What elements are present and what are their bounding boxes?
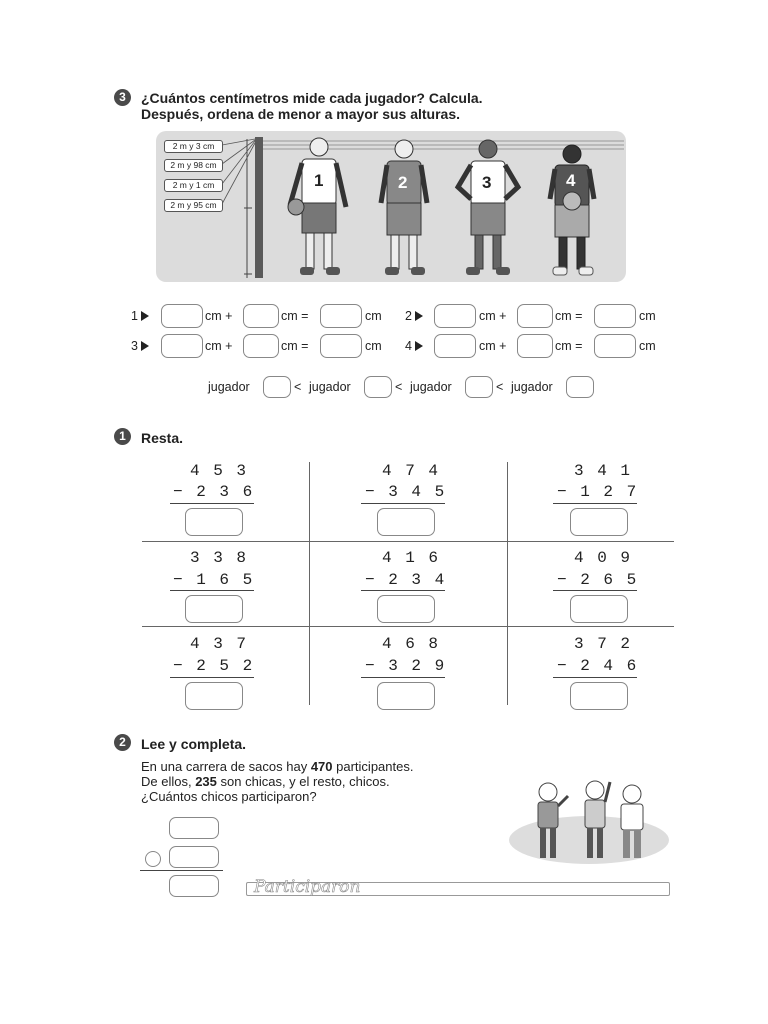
row-1-box-3[interactable] — [320, 304, 362, 328]
grid-divider-v2 — [507, 462, 508, 705]
problem-5-minuend: 4 1 6 — [382, 549, 441, 567]
row-4-label: 4 — [405, 338, 423, 354]
problem-6-line — [553, 590, 637, 591]
player-2-number: 2 — [398, 173, 408, 192]
problem-4-answer-box[interactable] — [185, 595, 243, 623]
row-1-unit-2: cm = — [281, 309, 309, 323]
row-1-label: 1 — [131, 308, 149, 324]
problem-5-line — [361, 590, 445, 591]
row-4-unit-2: cm = — [555, 339, 583, 353]
exercise-2-title: Lee y completa. — [141, 736, 247, 752]
row-3-unit-2: cm = — [281, 339, 309, 353]
exercise-3-title-line1: ¿Cuántos centímetros mide cada jugador? Calcula. — [141, 90, 483, 106]
row-4-unit-1: cm + — [479, 339, 507, 353]
children-illustration — [508, 776, 670, 866]
problem-9-minuend: 3 7 2 — [574, 635, 633, 653]
problem-1-answer-box[interactable] — [185, 508, 243, 536]
row-4-box-2[interactable] — [517, 334, 553, 358]
height-tag-2: 2 m y 98 cm — [164, 159, 223, 172]
problem-4-subtrahend: − 1 6 5 — [173, 571, 255, 589]
problem-3-minuend: 3 4 1 — [574, 462, 633, 480]
problem-9-subtrahend: − 2 4 6 — [557, 657, 639, 675]
row-3-box-3[interactable] — [320, 334, 362, 358]
row-1-unit-1: cm + — [205, 309, 233, 323]
problem-2-answer-box[interactable] — [377, 508, 435, 536]
order-box-4[interactable] — [566, 376, 594, 398]
order-sign-1: < — [294, 380, 302, 394]
statement-line-1: En una carrera de sacos hay 470 participantes. — [141, 759, 414, 774]
order-box-3[interactable] — [465, 376, 493, 398]
order-word-3: jugador — [410, 380, 452, 394]
answer-hint-text: Participaron — [254, 877, 361, 897]
problem-6-minuend: 4 0 9 — [574, 549, 633, 567]
row-2-unit-2: cm = — [555, 309, 583, 323]
order-box-2[interactable] — [364, 376, 392, 398]
row-2-box-3[interactable] — [594, 304, 636, 328]
operation-box-result[interactable] — [169, 875, 219, 897]
problem-3-subtrahend: − 1 2 7 — [557, 483, 639, 501]
row-4-box-3[interactable] — [594, 334, 636, 358]
row-3-unit-3: cm — [365, 339, 382, 353]
exercise-3-title-line2: Después, ordena de menor a mayor sus alturas. — [141, 106, 461, 122]
problem-2-line — [361, 503, 445, 504]
problem-7-subtrahend: − 2 5 2 — [173, 657, 255, 675]
order-box-1[interactable] — [263, 376, 291, 398]
problem-6-subtrahend: − 2 6 5 — [557, 571, 639, 589]
exercise-2-number: 2 — [114, 734, 131, 751]
problem-9-answer-box[interactable] — [570, 682, 628, 710]
player-1-illustration — [282, 135, 356, 280]
row-1-box-2[interactable] — [243, 304, 279, 328]
problem-6-answer-box[interactable] — [570, 595, 628, 623]
problem-5-subtrahend: − 2 3 4 — [365, 571, 447, 589]
exercise-1-title: Resta. — [141, 430, 184, 446]
problem-7-minuend: 4 3 7 — [190, 635, 249, 653]
row-3-unit-1: cm + — [205, 339, 233, 353]
problem-3-line — [553, 503, 637, 504]
row-4-box-1[interactable] — [434, 334, 476, 358]
statement-line-2: De ellos, 235 son chicas, y el resto, chicos. — [141, 774, 390, 789]
order-word-1: jugador — [208, 380, 250, 394]
row-1-unit-3: cm — [365, 309, 382, 323]
height-tag-4: 2 m y 95 cm — [164, 199, 223, 212]
player-4-illustration — [542, 143, 602, 280]
row-2-label: 2 — [405, 308, 423, 324]
row-2-unit-3: cm — [639, 309, 656, 323]
exercise-3-number: 3 — [114, 89, 131, 106]
grid-divider-h2 — [142, 626, 674, 627]
problem-1-minuend: 4 5 3 — [190, 462, 249, 480]
problem-statement — [141, 759, 413, 804]
row-2-box-2[interactable] — [517, 304, 553, 328]
problem-8-minuend: 4 6 8 — [382, 635, 441, 653]
player-3-number: 3 — [482, 173, 492, 192]
player-4-number: 4 — [566, 171, 576, 190]
operation-sign-circle[interactable] — [145, 851, 161, 867]
row-3-label: 3 — [131, 338, 149, 354]
problem-4-line — [170, 590, 254, 591]
problem-2-minuend: 4 7 4 — [382, 462, 441, 480]
order-sign-2: < — [395, 380, 403, 394]
problem-7-answer-box[interactable] — [185, 682, 243, 710]
problem-1-subtrahend: − 2 3 6 — [173, 483, 255, 501]
player-3-illustration — [452, 137, 524, 280]
problem-9-line — [553, 677, 637, 678]
order-sign-3: < — [496, 380, 504, 394]
operation-box-top[interactable] — [169, 817, 219, 839]
problem-1-line — [170, 503, 254, 504]
player-2-illustration — [375, 137, 433, 280]
row-2-unit-1: cm + — [479, 309, 507, 323]
problem-8-answer-box[interactable] — [377, 682, 435, 710]
problem-5-answer-box[interactable] — [377, 595, 435, 623]
problem-2-subtrahend: − 3 4 5 — [365, 483, 447, 501]
problem-3-answer-box[interactable] — [570, 508, 628, 536]
operation-box-middle[interactable] — [169, 846, 219, 868]
problem-7-line — [170, 677, 254, 678]
player-1-number: 1 — [314, 171, 324, 190]
grid-divider-h1 — [142, 541, 674, 542]
operation-line — [140, 870, 223, 871]
problem-4-minuend: 3 3 8 — [190, 549, 249, 567]
order-word-2: jugador — [309, 380, 351, 394]
problem-8-subtrahend: − 3 2 9 — [365, 657, 447, 675]
problem-8-line — [361, 677, 445, 678]
height-tag-1: 2 m y 3 cm — [164, 140, 223, 153]
statement-line-3: ¿Cuántos chicos participaron? — [141, 789, 317, 804]
height-tag-3: 2 m y 1 cm — [164, 179, 223, 192]
exercise-1-number: 1 — [114, 428, 131, 445]
row-3-box-2[interactable] — [243, 334, 279, 358]
row-1-box-1[interactable] — [161, 304, 203, 328]
row-2-box-1[interactable] — [434, 304, 476, 328]
grid-divider-v1 — [309, 462, 310, 705]
row-4-unit-3: cm — [639, 339, 656, 353]
row-3-box-1[interactable] — [161, 334, 203, 358]
order-word-4: jugador — [511, 380, 553, 394]
